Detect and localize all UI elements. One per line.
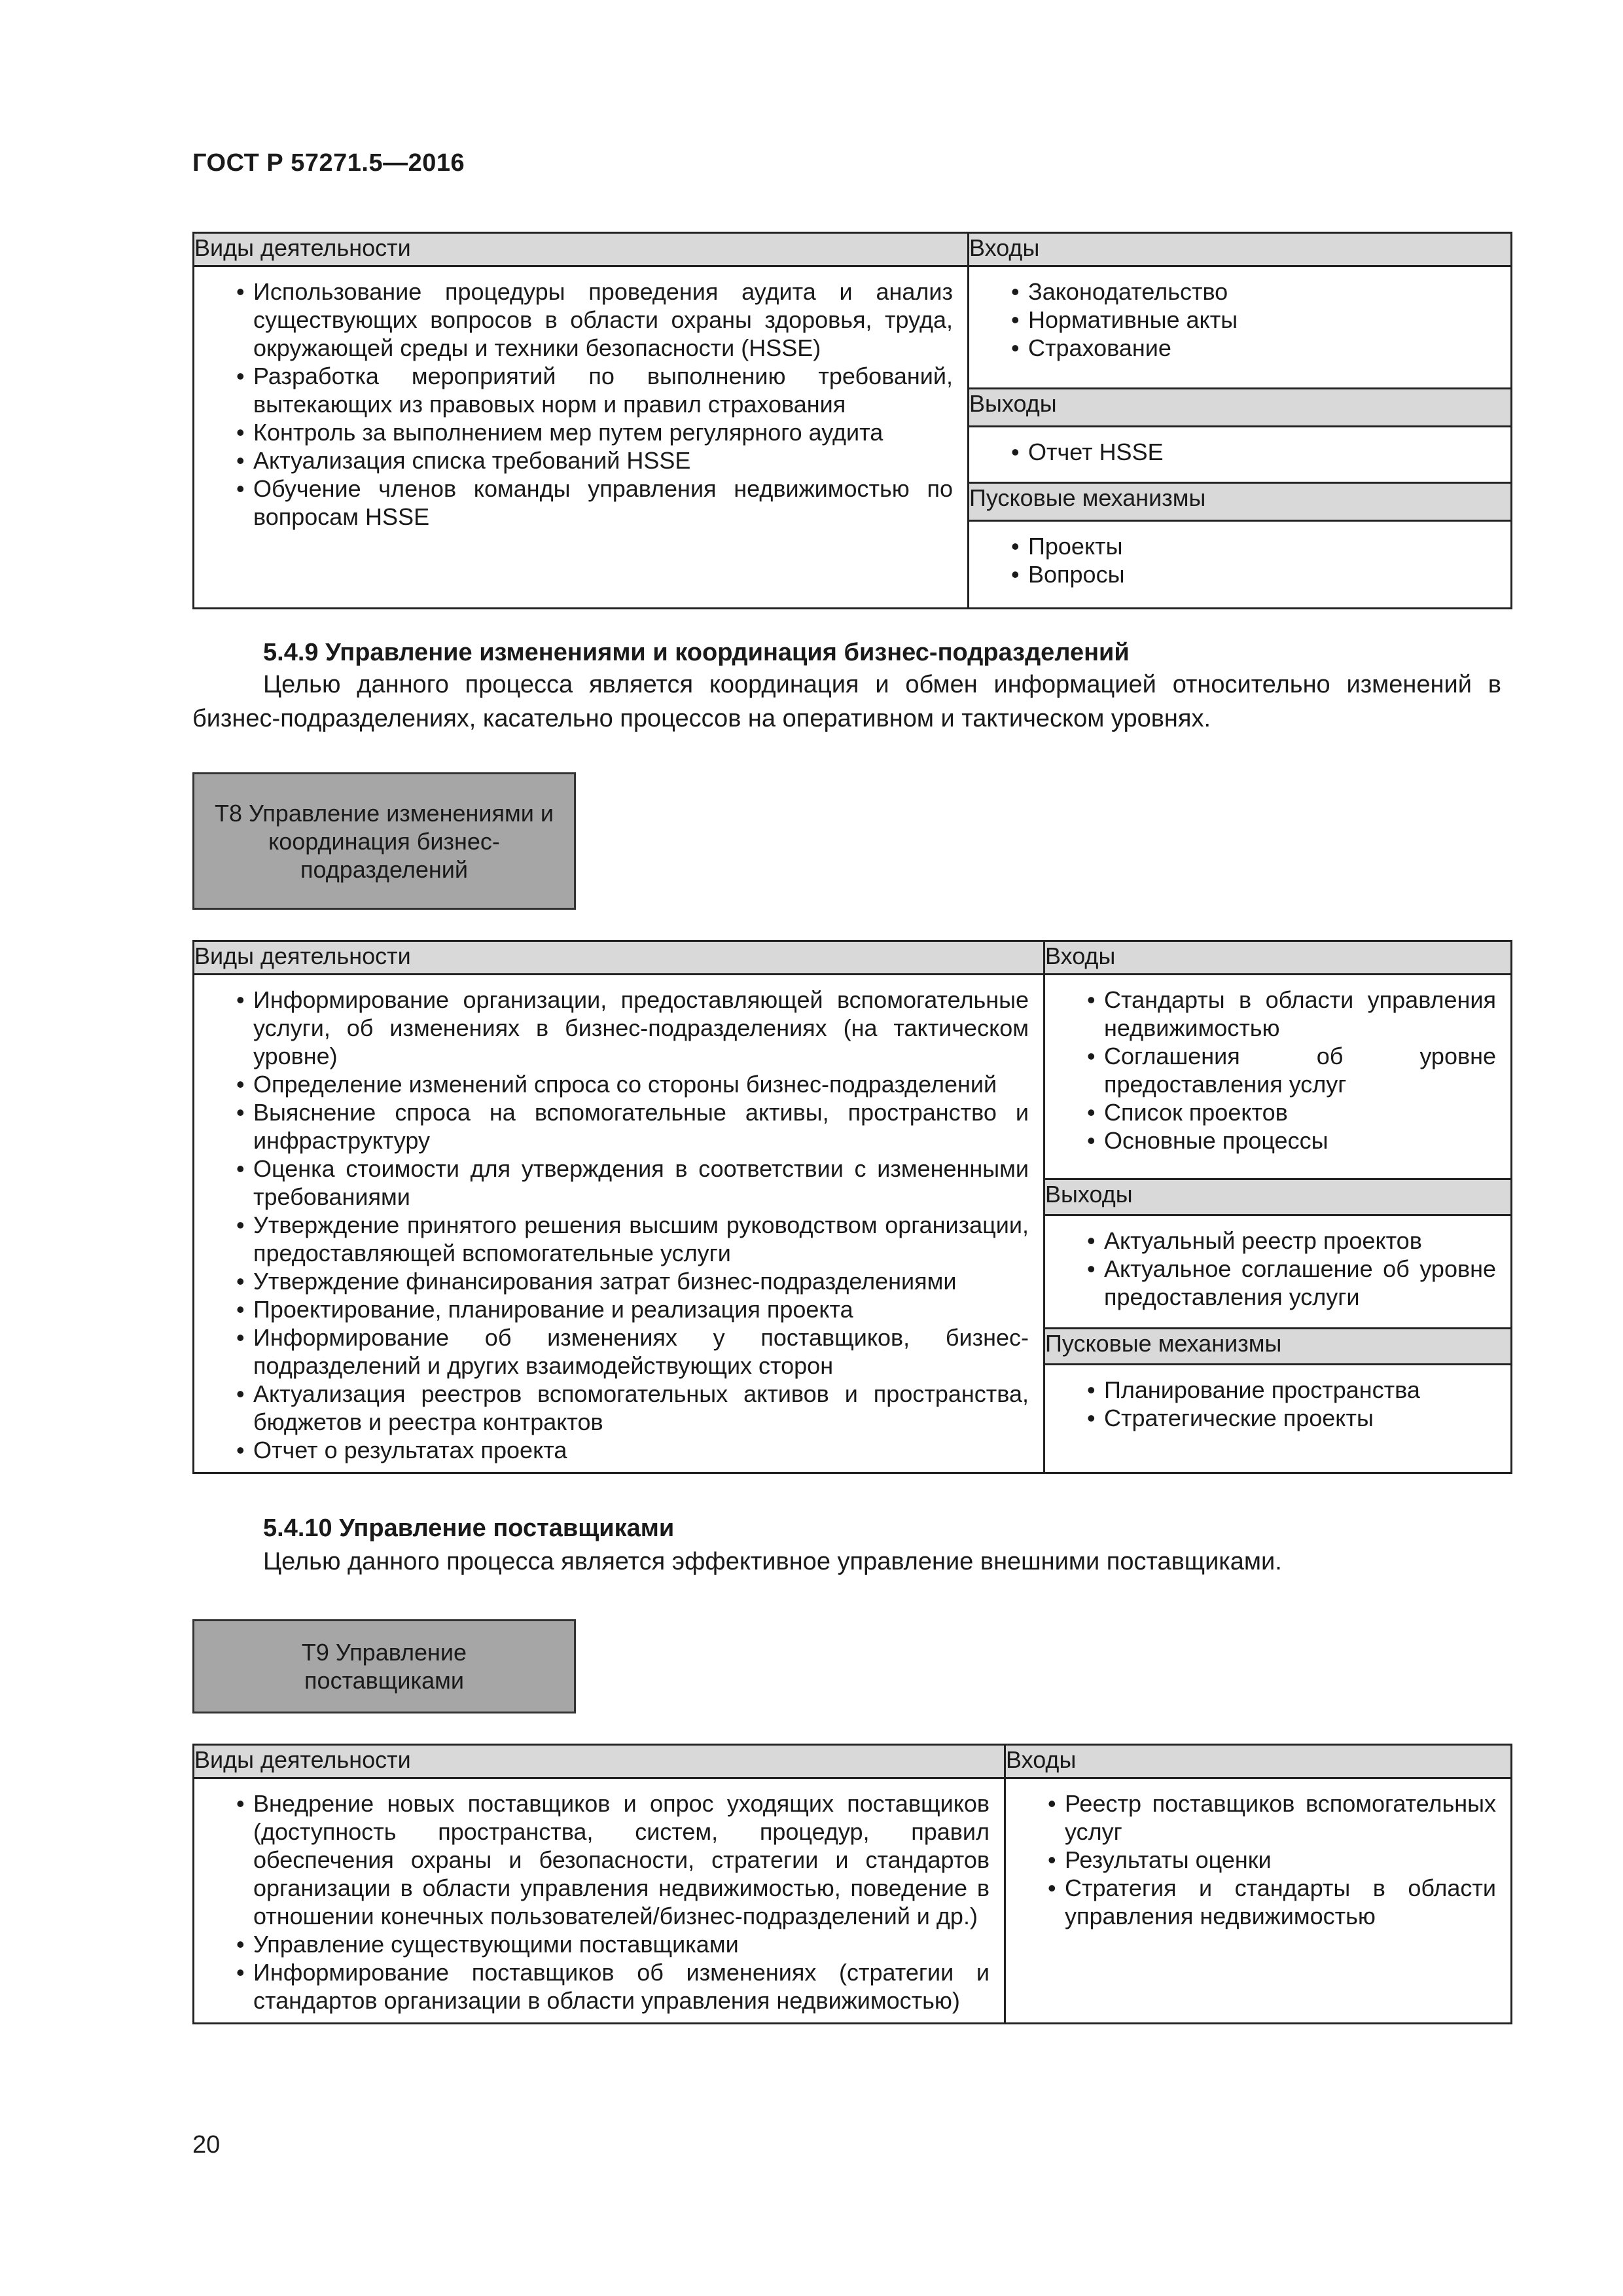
list-item: • Проектирование, планирование и реализация проекта [209,1295,1029,1323]
list-item: • Отчет о результатах проекта [209,1436,1029,1464]
list-item: • Актуализация реестров вспомогательных активов и пространства, бюджетов и реестра контрактов [209,1380,1029,1436]
page-number: 20 [192,2131,221,2159]
triggers-cell [969,521,1512,609]
list-item: • Стратегия и стандарты в области управления недвижимостью [1020,1874,1496,1930]
section-title-549: 5.4.9 Управление изменениями и координация бизнес-подразделений [263,639,1130,666]
section-text-549: Целью данного процесса является координация и обмен информацией относительно изменений в бизнес-подразделениях, касательно процессов на оперативном и тактическом уровнях. [192,671,1501,732]
list-item: • Законодательство [984,278,1496,306]
list-item: • Реестр поставщиков вспомогательных услуг [1020,1789,1496,1846]
inputs-list [1006,1779,1510,1938]
outputs-cell [1044,1215,1512,1328]
list-item: • Актуализация списка требований HSSE [209,446,953,475]
triggers-header: Пусковые механизмы [1044,1329,1512,1365]
list-item: • Стратегические проекты [1060,1404,1496,1432]
outputs-cell [969,426,1512,482]
list-item: • Выяснение спроса на вспомогательные активы, пространство и инфраструктуру [209,1098,1029,1155]
triggers-list [1045,1365,1510,1440]
activities-list [194,975,1043,1472]
inputs-header: Входы [1005,1745,1512,1778]
section-text-5410: Целью данного процесса является эффективное управление внешними поставщиками. [263,1548,1282,1575]
process-box-t9 [192,1619,576,1713]
process-box-label: Т9 Управление поставщиками [301,1639,467,1694]
list-item: • Оценка стоимости для утверждения в соответствии с измененными требованиями [209,1155,1029,1211]
list-item: • Утверждение принятого решения высшим руководством организации, предоставляющей вспомогательные услуги [209,1211,1029,1267]
list-item: • Использование процедуры проведения аудита и анализ существующих вопросов в области охраны здоровья, труда, окружающей среды и техники безопасности (HSSE) [209,278,953,362]
list-item: • Основные процессы [1060,1126,1496,1155]
list-item: • Отчет HSSE [984,438,1496,466]
list-item: • Проекты [984,532,1496,560]
activities-header: Виды деятельности [194,941,1044,975]
list-item: • Определение изменений спроса со стороны бизнес-подразделений [209,1070,1029,1098]
inputs-list [1045,975,1510,1162]
list-item: • Утверждение финансирования затрат бизнес-подразделениями [209,1267,1029,1295]
activities-cell [194,1778,1005,2024]
process-box-t8 [192,772,576,910]
activities-cell [194,975,1044,1473]
list-item: • Информирование организации, предоставляющей вспомогательные услуги, об изменениях в бизнес-подразделениях (на тактическом уровне) [209,986,1029,1070]
inputs-cell [1044,975,1512,1179]
activities-cell [194,266,969,609]
list-item: • Обучение членов команды управления недвижимостью по вопросам HSSE [209,475,953,531]
outputs-header: Выходы [969,388,1512,426]
list-item: • Актуальное соглашение об уровне предоставления услуги [1060,1255,1496,1311]
outputs-header: Выходы [1044,1179,1512,1215]
list-item: • Информирование об изменениях у поставщиков, бизнес-подразделений и других взаимодействующих сторон [209,1323,1029,1380]
list-item: • Планирование пространства [1060,1376,1496,1404]
inputs-cell [1005,1778,1512,2024]
list-item: • Внедрение новых поставщиков и опрос уходящих поставщиков (доступность пространства, систем, процедур, правил обеспечения охраны и безопасности, стратегии и стандартов организации в области управления недвижимостью, поведение в отношении конечных пользователей/бизнес-подразделений и др.) [209,1789,990,1930]
list-item: • Информирование поставщиков об изменениях (стратегии и стандартов организации в области управления недвижимостью) [209,1958,990,2015]
table-supplier-management [192,1744,1512,2024]
process-box-label: Т8 Управление изменениями и координация бизнес-подразделений [215,799,554,883]
inputs-cell [969,266,1512,389]
activities-header: Виды деятельности [194,233,969,266]
triggers-header: Пусковые механизмы [969,482,1512,520]
triggers-list [969,522,1510,596]
inputs-header: Входы [1044,941,1512,975]
inputs-list [969,267,1510,370]
section-title-5410: 5.4.10 Управление поставщиками [263,1515,675,1542]
list-item: • Страхование [984,334,1496,362]
inputs-header: Входы [969,233,1512,266]
table-change-management [192,940,1512,1474]
table-hsse [192,232,1512,609]
activities-header: Виды деятельности [194,1745,1005,1778]
list-item: • Список проектов [1060,1098,1496,1126]
list-item: • Вопросы [984,560,1496,588]
document-header: ГОСТ Р 57271.5—2016 [192,149,465,177]
activities-list [194,267,967,539]
list-item: • Стандарты в области управления недвижимостью [1060,986,1496,1042]
triggers-cell [1044,1365,1512,1473]
list-item: • Контроль за выполнением мер путем регулярного аудита [209,418,953,446]
list-item: • Актуальный реестр проектов [1060,1227,1496,1255]
activities-list [194,1779,1004,2022]
list-item: • Разработка мероприятий по выполнению требований, вытекающих из правовых норм и правил страхования [209,362,953,418]
list-item: • Управление существующими поставщиками [209,1930,990,1958]
outputs-list [969,427,1510,474]
outputs-list [1045,1216,1510,1319]
list-item: • Соглашения об уровне предоставления услуг [1060,1042,1496,1098]
list-item: • Результаты оценки [1020,1846,1496,1874]
list-item: • Нормативные акты [984,306,1496,334]
